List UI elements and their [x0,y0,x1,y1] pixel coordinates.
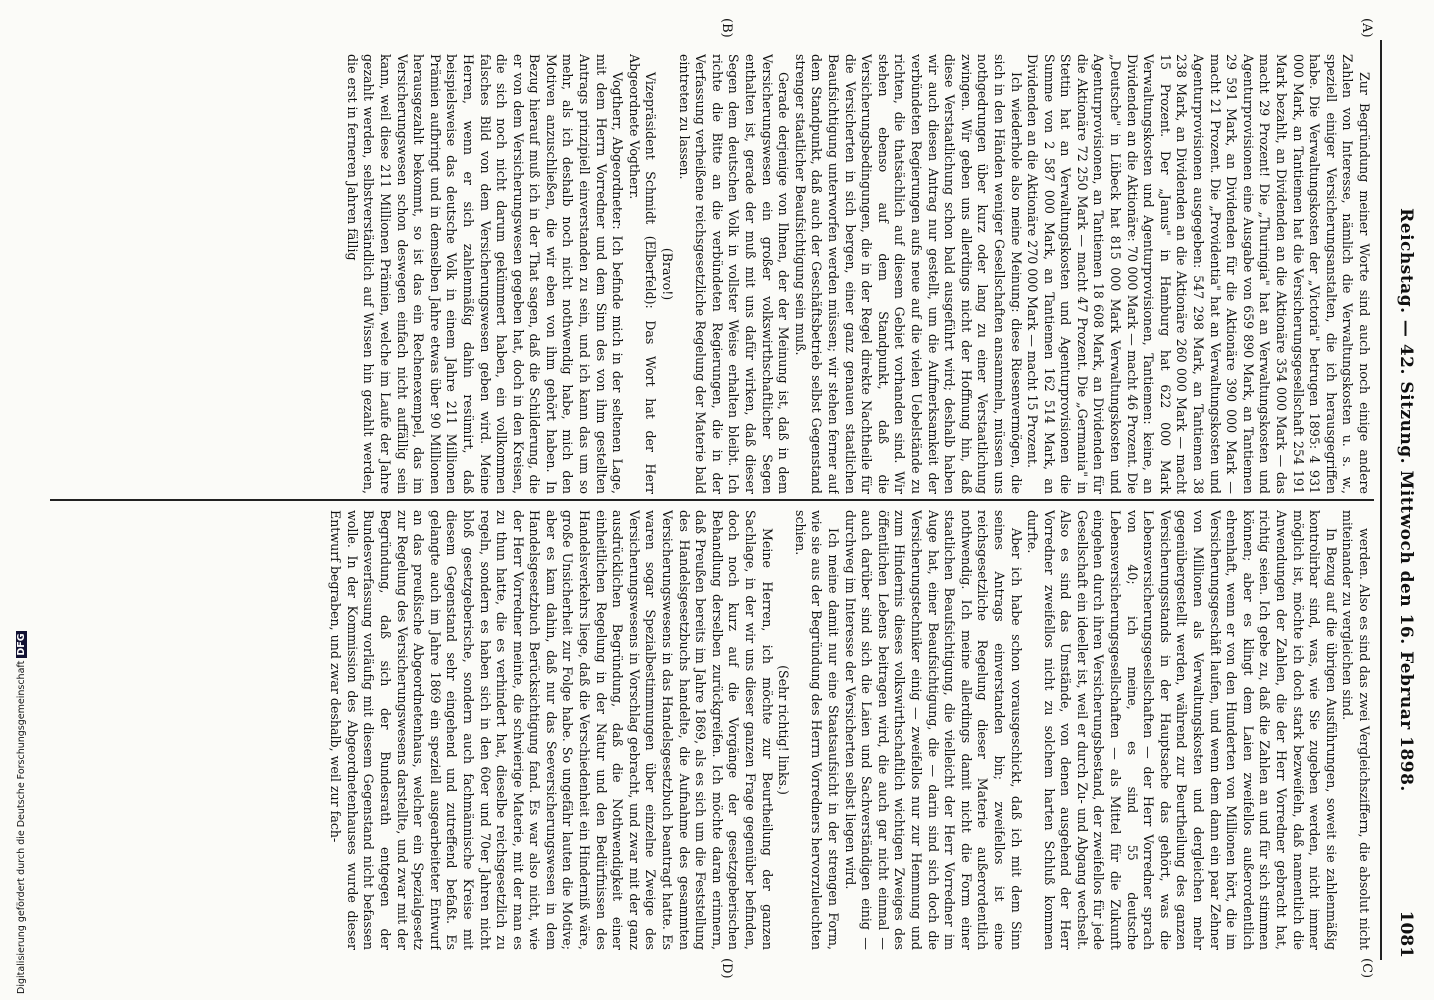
paragraph: In Bezug auf die übrigen Ausführungen, soweit sie zahlenmäßig kontrolirbar sind, was, wie Sie zugeben werden, nicht immer möglich ist, möchte ich doch stark bezweifeln, daß namentlich die Anwendungen der Zahlen, die der Herr Vorredner gebracht hat, richtig seien. Ich gebe zu, daß die Zahlen an und für sich stimmen können; aber es klingt dem Laien zweifellos außerordentlich ehrenhaft, wenn er von den Hunderten von Millionen hört, die im Versicherungsgeschäft laufen, und wenn dem dann ein paar Zehner von Millionen als Verwaltungskosten und dergleichen mehr gegenübergestellt werden, während zur Beurtheilung des ganzen Versicherungsstands in der Hauptsache das gehört, was die Lebensversicherungsgesellschaften — der Herr Vorredner sprach von 40; ich meine, es sind 55 deutsche Lebensversicherungsgesellschaften — als Mittel für die Zukunft eingehen durch ihren Versicherungsbestand, der zweifellos für jede Gesellschaft ein ideeller ist, weil er durch Zu- und Abgang wechselt. Also es sind das Umstände, von denen ausgehend der Herr Vorredner zweifellos nicht zu solchem harten Schluß kommen durfte. [1025,510,1339,950]
margin-marker-a: (A) [1359,18,1374,38]
footer-text: Digitalisierung gefördert durch die Deutsche Forschungsgemeinschaft [16,660,27,994]
left-column [12,54,1372,494]
interjection-note: (Sehr richtig! links.) [776,665,792,795]
page-number: 1081 [1396,910,1416,958]
header-rule [1380,40,1382,960]
applause-note: (Bravo!) [660,247,676,301]
page-header [1382,0,1416,1000]
dfg-logo: DFG [16,633,27,656]
paragraph: Gerade derjenige von Ihnen, der der Meinung ist, daß in dem Versicherungswesen ein großer volkswirthschaftlicher Segen enthalten ist, gerade der muß mit uns dafür wirken, daß dieser Segen dem deutschen Volk in vollster Weise erhalten bleibt. Ich richte die Bitte an die verbündeten Regierungen, die in der Verfassung verheißene reichsgesetzliche Regelung der Materie bald eintreten zu lassen. [676,54,792,494]
paragraph: Zur Begründung meiner Worte sind auch noch einige andere Zahlen von Interesse, nämlich die Verwaltungskosten u. s. w., speziell einiger Versicherungsanstalten, die ich herausgegriffen habe. Die Verwaltungskosten der „Victoria" betrugen 1895: 4 931 000 Mark, an Tantiemen hat die Versicherungsgesellschaft 254 191 Mark bezahlt, an Dividenden an die Aktionäre 354 000 Mark — das macht 29 Prozent! Die „Thuringia" hat an Verwaltungskosten und Agenturprovisionen eine Ausgabe von 659 890 Mark, an Tantiemen 29 591 Mark, an Dividenden für die Aktionäre 390 000 Mark — macht 21 Prozent. Die „Providentia" hat an Verwaltungskosten und Agenturprovisionen ausgegeben: 547 298 Mark, an Tantiemen 38 238 Mark, an Dividenden an die Aktionäre 260 000 Mark — macht 15 Prozent. Der „Janus" in Hamburg hat 622 000 Mark Verwaltungskosten und Agenturprovisionen, Tantiemen: keine, an Dividenden an die Aktionäre: 70 000 Mark — macht 46 Prozent. Die „Deutsche" in Lübeck hat 815 000 Mark Verwaltungskosten und Agenturprovisionen, an Tantiemen 18 608 Mark, an Dividenden für die Aktionäre 72 250 Mark — macht 47 Prozent. Die „Germania" in Stettin hat an Verwaltungskosten und Agenturprovisionen die Summe von 2 587 000 Mark, an Tantiemen 162 514 Mark, an Dividenden an die Aktionäre 270 000 Mark — macht 15 Prozent. [1025,54,1372,494]
paragraph: Meine Herren, ich möchte zur Beurtheilung der ganzen Sachlage, in der wir uns dieser ganzen Frage gegenüber befinden, doch noch kurz auf die Vorgänge der gesetzgeberischen Behandlung derselben zurückgreifen. Ich möchte daran erinnern, daß Preußen bereits im Jahre 1869, als es sich um die Feststellung des Handelsgesetzbuchs handelte, die Aufnahme des gesammten Versicherungswesens in das Handelsgesetzbuch beantragt hatte. Es waren sogar Spezialbestimmungen über einzelne Zweige des Versicherungswesens in Vorschlag gebracht, und zwar mit der ganz ausdrücklichen Begründung, daß die Nothwendigkeit einer einheitlichen Regelung in der Natur und den Bedürfnissen des Handelsverkehrs liege, daß die Verschiedenheit ein Hinderniß wäre, große Unsicherheit zur Folge habe. So ungefähr lauten die Motive; aber es kam dahin, daß nur das Seeversicherungswesen in dem Handelsgesetzbuch Berücksichtigung fand. Es war also nicht, wie der Herr Vorredner meinte, die schwierige Materie, mit der man es zu thun hatte, die es verhindert hat, dieselbe reichsgesetzlich zu regeln, sondern es haben sich in den 60er und 70er Jahren nicht bloß gesetzgeberische, sondern auch fachmännische Kreise mit diesem Gegenstand sehr eingehend und zutreffend befaßt. Es gelangte auch im Jahre 1869 ein speziell ausgearbeiteter Entwurf an das preußische Abgeordnetenhaus, welcher ein Spezialgesetz zur Regelung des Versicherungswesens darstellte, und zwar mit der Begründung, daß sich der Bundesrath entgegen der Bundesverfassung vorläufig mit diesem Gegenstand nicht befassen wolle. In der Kommission des Abgeordnetenhauses wurde dieser Entwurf begraben, und zwar deshalb, weil zur fach- [328,510,775,950]
paragraph: Ich meine damit nur eine Staatsaufsicht in der strengen Form, wie sie aus der Begründung des Herrn Vorredners hervorzuleuchten schien. [792,510,841,950]
paragraph: werden. Also es sind das zwei Vergleichsziffern, die absolut nicht miteinander zu vergleichen sind. [1340,510,1372,950]
margin-marker-b: (B) [719,18,734,38]
paragraph: Aber ich habe schon vorausgeschickt, daß ich mit dem Sinn seines Antrags einverstanden bin; zweifellos ist eine reichsgesetzliche Regelung dieser Materie außerordentlich nothwendig. Ich meine allerdings damit nicht die Form einer staatlichen Beaufsichtigung, die vielleicht der Herr Vorredner im Auge hat, einer Beaufsichtigung, die — darin sind sich doch die Versicherungstechniker einig — zweifellos nur zur Hemmung und zum Hindernis dieses volkswirthschaftlich wichtigen Zweiges des öffentlichen Lebens beitragen wird, die auch gar nicht einmal — auch darüber sind sich die Laien und Sachverständigen einig — durchweg im Interesse der Versicherten selbst liegen wird. [842,510,1024,950]
speaker-intro: Vizepräsident Schmidt (Elberfeld): Das Wort hat der Herr Abgeordnete Vogtherr. [626,54,659,494]
paragraph: Vogtherr, Abgeordneter: Ich befinde mich in der seltenen Lage, mit dem Herrn Vorredner und dem Sinn des von ihm gestellten Antrags prinzipiell einverstanden zu sein, und ich kann das um so mehr, als ich deshalb noch nicht nothwendig habe, mich den Motiven anzuschließen, die wir eben von ihm gehört haben. In Bezug hierauf muß ich in der That sagen, daß die Schilderung, die er von dem Versicherungswesen gegeben hat, doch in den Kreisen, die sich noch nicht darum gekümmert haben, ein vollkommen falsches Bild von dem Versicherungswesen geben wird. Meine Herren, wenn er sich zahlenmäßig dahin resümirt, daß beispielsweise das deutsche Volk in einem Jahre 211 Millionen Prämien aufbringt und in demselben Jahre etwas über 90 Millionen herausgezahlt bekommt, so ist das ein Rechenexempel, das im Versicherungswesen schon deswegen einfach nicht auffällig sein kann, weil diese 211 Millionen Prämien, welche im Laufe der Jahre gezahlt werden, selbstverständlich auf Wissen hin gezahlt werden, die erst in ferneren Jahren fällig [344,54,626,494]
digitization-footer [2,600,27,994]
running-head: Reichstag. — 42. Sitzung. Mittwoch den 16. Februar 1898. [1396,208,1416,792]
paragraph: Ich wiederhole also meine Meinung: diese Riesenvermögen, die sich in den Händen weniger Gesellschaften ansammeln, müssen uns nothgedrungen über kurz oder lang zu einer Verstaatlichung zwingen. Wir geben uns allerdings nicht der Hoffnung hin, daß diese Verstaatlichung schon bald ausgeführt wird; deshalb haben wir auch diesen Antrag nur gestellt, um die Aufmerksamkeit der verbündeten Regierungen aufs neue auf die vielen Uebelstände zu richten, die thatsächlich auf diesem Gebiet vorhanden sind. Wir stehen ebenso auf dem Standpunkt, daß die Versicherungsbedingungen, die in der Regel direkte Nachtheile für die Versicherten in sich bergen, einer ganz genauen staatlichen Beaufsichtigung unterworfen werden müssen; wir stehen ferner auf dem Standpunkt, daß auch der Geschäftsbetrieb selbst Gegenstand strenger staatlicher Beaufsichtigung sein muß. [792,54,1024,494]
right-column [12,510,1372,950]
margin-marker-c: (C) [1359,958,1374,979]
column-divider [50,499,1374,501]
margin-marker-d: (D) [719,958,734,979]
